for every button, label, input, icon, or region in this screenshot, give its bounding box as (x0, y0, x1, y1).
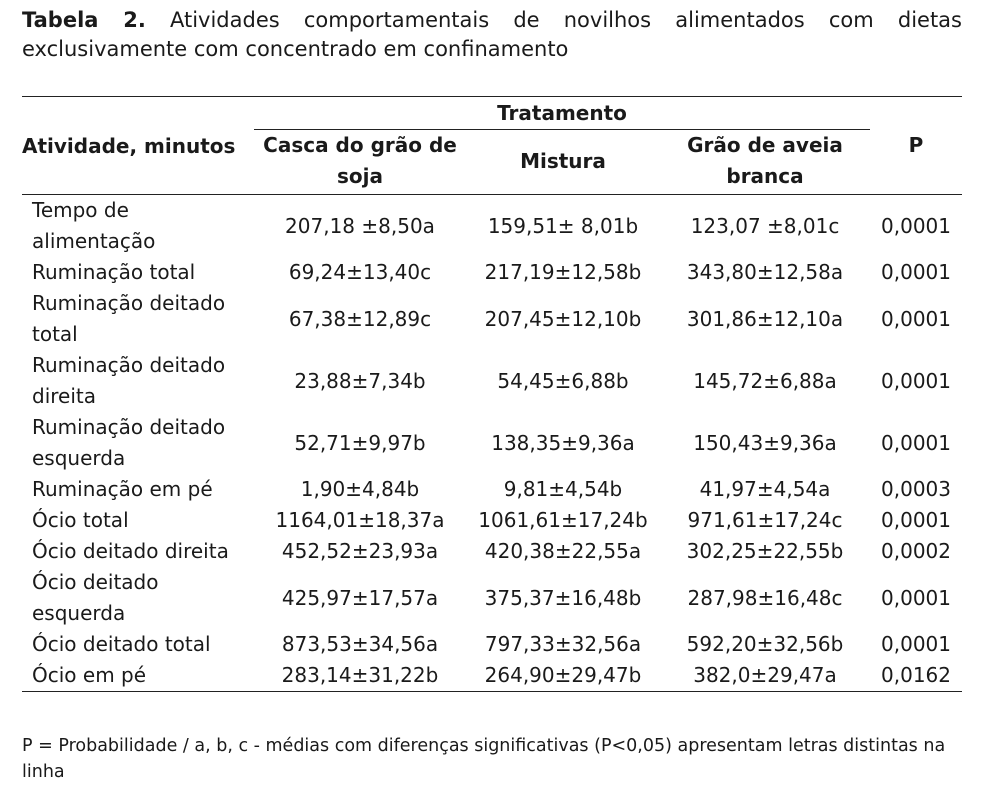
cell-p: 0,0001 (881, 306, 951, 331)
table-footnote: P = Probabilidade / a, b, c - médias com diferenças significativas (P<0,05) apresentam letras distintas na linha (22, 736, 946, 782)
cell-p: 0,0001 (881, 368, 951, 393)
cell-value: 1164,01±18,37a (275, 508, 445, 532)
cell-value: 69,24±13,40c (288, 260, 432, 284)
cell-p: 0,0002 (881, 539, 951, 563)
cell-value: 301,86±12,10a (686, 306, 844, 331)
cell-activity: Ócio em pé (22, 660, 254, 692)
cell-p: 0,0003 (881, 477, 951, 501)
cell-value: 971,61±17,24c (687, 508, 843, 532)
table-header (22, 97, 962, 195)
header-p: P (870, 97, 962, 195)
cell-value: 23,88±7,34b (294, 368, 426, 393)
cell-value: 264,90±29,47b (466, 660, 660, 692)
cell-value: 873,53±34,56a (281, 632, 439, 656)
table-row (22, 629, 962, 660)
header-treatment-3: Grão de aveia branca (660, 130, 870, 195)
table-row (22, 660, 962, 692)
cell-value: 420,38±22,55a (484, 539, 642, 563)
cell-value: 797,33±32,56a (484, 632, 642, 656)
cell-p: 0,0001 (881, 508, 951, 532)
header-treatment-1: Casca do grão de soja (254, 130, 466, 195)
table-caption (22, 6, 962, 64)
cell-value: 1061,61±17,24b (478, 508, 648, 532)
table-row (22, 474, 962, 505)
cell-value: 302,25±22,55b (686, 539, 844, 563)
table-row (22, 536, 962, 567)
header-activity: Atividade, minutos (22, 97, 254, 195)
table-row (22, 288, 962, 350)
cell-activity: Ruminação deitado esquerda (32, 415, 226, 470)
cell-value: 425,97±17,57a (281, 585, 439, 610)
cell-p: 0,0001 (881, 430, 951, 455)
cell-activity: Ruminação em pé (32, 477, 213, 501)
cell-value: 150,43±9,36a (693, 430, 837, 455)
cell-value: 123,07 ±8,01c (690, 213, 840, 238)
cell-value: 382,0±29,47a (660, 660, 870, 692)
cell-value: 54,45±6,88b (497, 368, 629, 393)
table-row (22, 350, 962, 412)
table-body (22, 195, 962, 692)
cell-value: 375,37±16,48b (484, 585, 642, 610)
cell-value: 592,20±32,56b (686, 632, 844, 656)
header-treatment-2: Mistura (466, 130, 660, 195)
cell-value: 41,97±4,54a (699, 477, 831, 501)
cell-activity: Ruminação total (32, 260, 196, 284)
cell-activity: Tempo de alimentação (32, 198, 156, 253)
table-row (22, 505, 962, 536)
cell-value: 452,52±23,93a (281, 539, 439, 563)
cell-value: 145,72±6,88a (693, 368, 837, 393)
cell-value: 217,19±12,58b (484, 260, 642, 284)
cell-value: 9,81±4,54b (503, 477, 623, 501)
caption-text: Atividades comportamentais de novilhos alimentados com dietas exclusivamente com concentrado em confinamento (22, 8, 962, 61)
table-row (22, 412, 962, 474)
caption-label: Tabela 2. (22, 8, 146, 32)
cell-value: 67,38±12,89c (288, 306, 432, 331)
cell-value: 207,18 ±8,50a (285, 213, 435, 238)
cell-p: 0,0001 (881, 632, 951, 656)
cell-value: 1,90±4,84b (300, 477, 420, 501)
cell-p: 0,0162 (870, 660, 962, 692)
table-row (22, 195, 962, 258)
cell-value: 159,51± 8,01b (487, 213, 639, 238)
cell-p: 0,0001 (881, 585, 951, 610)
cell-value: 343,80±12,58a (686, 260, 844, 284)
cell-activity: Ruminação deitado total (32, 291, 226, 346)
behavior-table (22, 96, 962, 692)
cell-value: 283,14±31,22b (254, 660, 466, 692)
cell-p: 0,0001 (881, 260, 951, 284)
table-row (22, 257, 962, 288)
cell-activity: Ócio deitado direita (32, 539, 229, 563)
header-treatment-group: Tratamento (254, 97, 870, 130)
cell-value: 52,71±9,97b (294, 430, 426, 455)
cell-value: 138,35±9,36a (491, 430, 635, 455)
cell-activity: Ócio total (32, 508, 129, 532)
table-row (22, 567, 962, 629)
cell-activity: Ócio deitado esquerda (32, 570, 159, 625)
cell-value: 207,45±12,10b (484, 306, 642, 331)
cell-activity: Ruminação deitado direita (32, 353, 226, 408)
cell-activity: Ócio deitado total (32, 632, 211, 656)
cell-value: 287,98±16,48c (687, 585, 843, 610)
cell-p: 0,0001 (881, 213, 951, 238)
